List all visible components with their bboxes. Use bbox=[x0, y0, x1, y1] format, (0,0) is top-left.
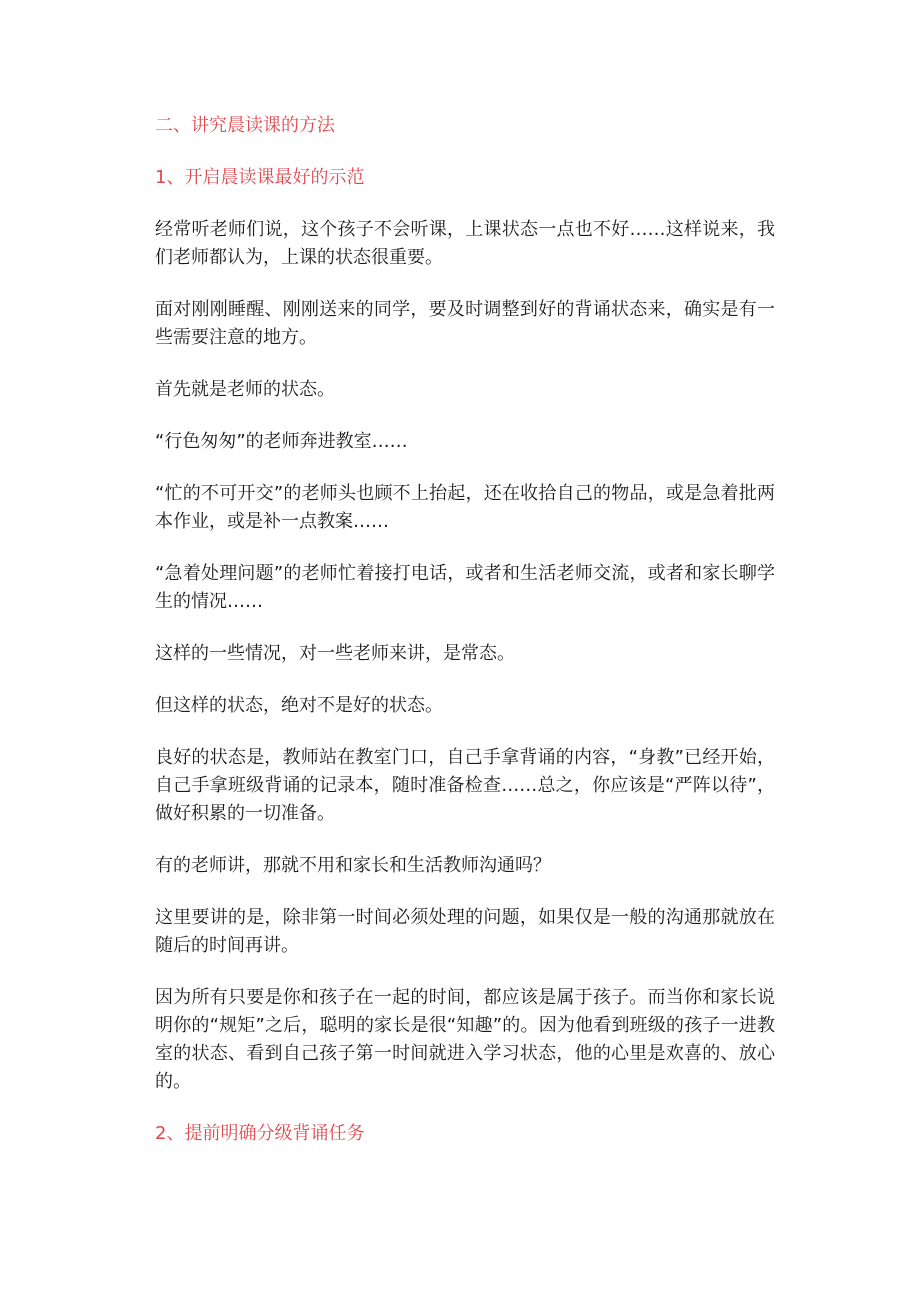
paragraph-11: 这里要讲的是，除非第一时间必须处理的问题，如果仅是一般的沟通那就放在随后的时间再讲。 bbox=[155, 907, 775, 956]
paragraph-8: 但这样的状态，绝对不是好的状态。 bbox=[155, 695, 443, 716]
section-heading-main: 二、讲究晨读课的方法 bbox=[155, 115, 335, 136]
subsection-heading-1: 1、开启晨读课最好的示范 bbox=[155, 167, 365, 188]
paragraph-4: “行色匆匆”的老师奔进教室…… bbox=[155, 431, 408, 452]
document-content bbox=[155, 112, 775, 1172]
subsection-heading-2: 2、提前明确分级背诵任务 bbox=[155, 1123, 365, 1144]
paragraph-9: 良好的状态是，教师站在教室门口，自己手拿背诵的内容，“身教”已经开始，自己手拿班级背诵的记录本，随时准备检查……总之，你应该是“严阵以待”，做好积累的一切准备。 bbox=[155, 747, 775, 824]
paragraph-2: 面对刚刚睡醒、刚刚送来的同学，要及时调整到好的背诵状态来，确实是有一些需要注意的地方。 bbox=[155, 299, 775, 348]
paragraph-5: “忙的不可开交”的老师头也顾不上抬起，还在收拾自己的物品，或是急着批两本作业，或是补一点教案…… bbox=[155, 483, 775, 532]
paragraph-7: 这样的一些情况，对一些老师来讲，是常态。 bbox=[155, 643, 515, 664]
paragraph-1: 经常听老师们说，这个孩子不会听课，上课状态一点也不好……这样说来，我们老师都认为，上课的状态很重要。 bbox=[155, 219, 775, 268]
paragraph-3: 首先就是老师的状态。 bbox=[155, 379, 335, 400]
paragraph-12: 因为所有只要是你和孩子在一起的时间，都应该是属于孩子。而当你和家长说明你的“规矩”之后，聪明的家长是很“知趣”的。因为他看到班级的孩子一进教室的状态、看到自己孩子第一时间就进入学习状态，他的心里是欢喜的、放心的。 bbox=[155, 987, 775, 1092]
paragraph-6: “急着处理问题”的老师忙着接打电话，或者和生活老师交流，或者和家长聊学生的情况…… bbox=[155, 563, 775, 612]
paragraph-10: 有的老师讲，那就不用和家长和生活教师沟通吗？ bbox=[155, 855, 551, 876]
